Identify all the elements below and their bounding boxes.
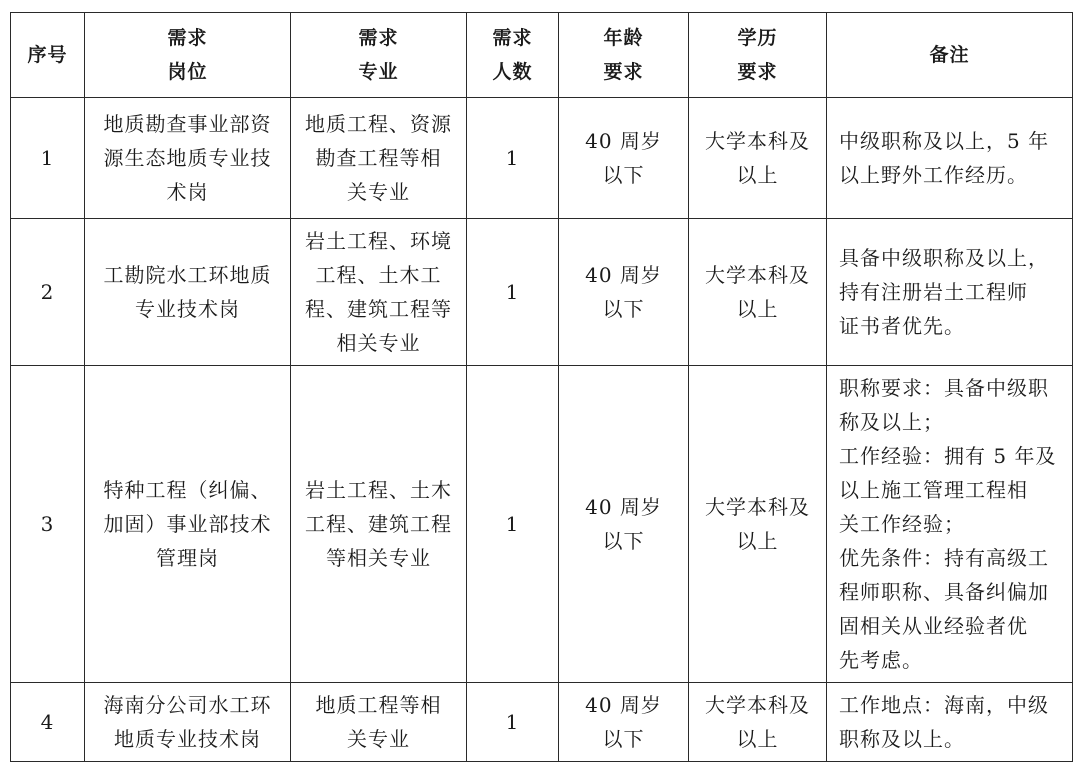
cell-no: 1: [11, 98, 85, 219]
cell-education: 大学本科及 以上: [689, 219, 827, 366]
cell-age: 40 周岁 以下: [559, 219, 689, 366]
cell-major: 岩土工程、环境 工程、土木工 程、建筑工程等 相关专业: [291, 219, 467, 366]
cell-count: 1: [467, 683, 559, 762]
cell-age: 40 周岁 以下: [559, 683, 689, 762]
cell-notes: 中级职称及以上，5 年 以上野外工作经历。: [827, 98, 1073, 219]
cell-notes: 具备中级职称及以上， 持有注册岩土工程师 证书者优先。: [827, 219, 1073, 366]
cell-major: 地质工程等相 关专业: [291, 683, 467, 762]
cell-notes: 职称要求：具备中级职 称及以上； 工作经验：拥有 5 年及 以上施工管理工程相 关工作经验； 优先条件：持有高级工 程师职称、具备纠偏加 固相关从业经验者优 先考虑。: [827, 366, 1073, 683]
cell-education: 大学本科及 以上: [689, 366, 827, 683]
header-notes: 备注: [827, 13, 1073, 98]
cell-no: 2: [11, 219, 85, 366]
cell-no: 4: [11, 683, 85, 762]
cell-count: 1: [467, 219, 559, 366]
header-education: 学历 要求: [689, 13, 827, 98]
cell-position: 地质勘查事业部资 源生态地质专业技 术岗: [85, 98, 291, 219]
header-position: 需求 岗位: [85, 13, 291, 98]
cell-age: 40 周岁 以下: [559, 366, 689, 683]
cell-notes: 工作地点：海南，中级 职称及以上。: [827, 683, 1073, 762]
header-major: 需求 专业: [291, 13, 467, 98]
cell-education: 大学本科及 以上: [689, 683, 827, 762]
recruitment-table-container: [10, 12, 1072, 762]
header-no: 序号: [11, 13, 85, 98]
cell-education: 大学本科及 以上: [689, 98, 827, 219]
cell-count: 1: [467, 98, 559, 219]
cell-major: 地质工程、资源 勘查工程等相 关专业: [291, 98, 467, 219]
header-age: 年龄 要求: [559, 13, 689, 98]
table-row: [11, 683, 1073, 762]
cell-position: 海南分公司水工环 地质专业技术岗: [85, 683, 291, 762]
table-row: [11, 219, 1073, 366]
header-count: 需求 人数: [467, 13, 559, 98]
recruitment-table: [10, 12, 1073, 762]
cell-position: 工勘院水工环地质 专业技术岗: [85, 219, 291, 366]
table-row: [11, 98, 1073, 219]
cell-count: 1: [467, 366, 559, 683]
table-row: [11, 366, 1073, 683]
cell-position: 特种工程（纠偏、 加固）事业部技术 管理岗: [85, 366, 291, 683]
cell-major: 岩土工程、土木 工程、建筑工程 等相关专业: [291, 366, 467, 683]
cell-no: 3: [11, 366, 85, 683]
cell-age: 40 周岁 以下: [559, 98, 689, 219]
table-header-row: [11, 13, 1073, 98]
